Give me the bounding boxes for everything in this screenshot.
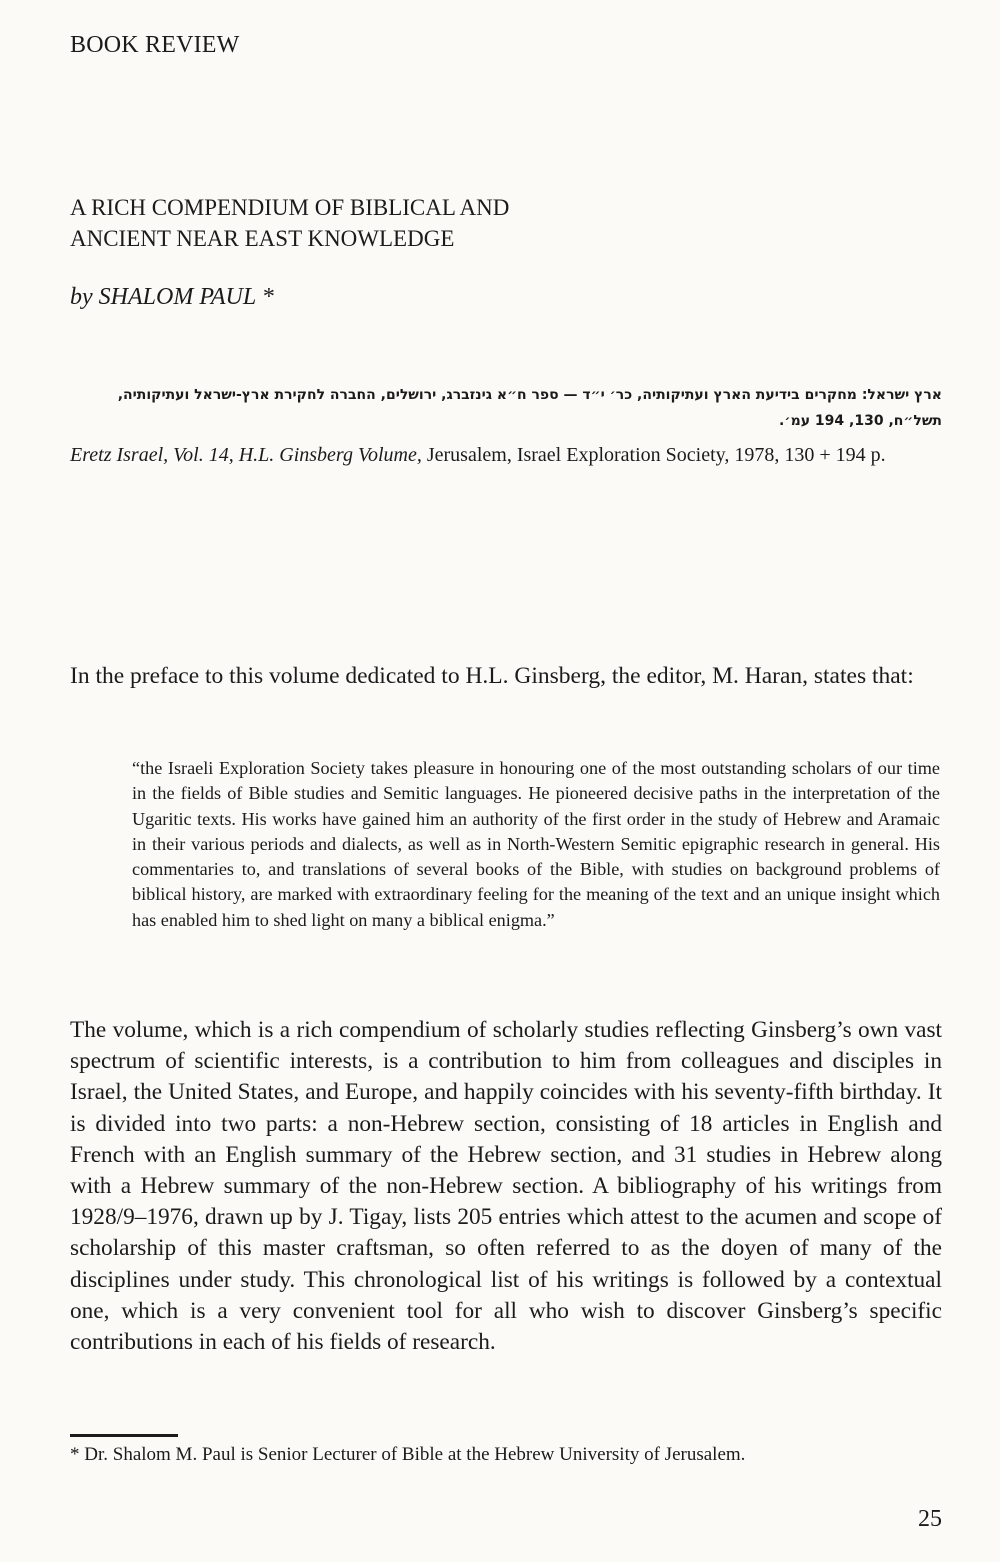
footnote-divider (70, 1434, 178, 1437)
section-label: BOOK REVIEW (70, 32, 240, 58)
hebrew-citation: ארץ ישראל: מחקרים בידיעת הארץ ועתיקותיה, כר׳ י״ד — ספר ח״א גינזברג, ירושלים, החברה לחקירת ארץ-ישראל ועתיקותיה, תשל״ח, 130, 194 עמ׳. (117, 387, 942, 429)
page-number: 25 (918, 1506, 942, 1532)
article-title (70, 192, 509, 254)
article-title-line-1: A RICH COMPENDIUM OF BIBLICAL AND (70, 195, 510, 220)
byline: by SHALOM PAUL * (70, 284, 274, 310)
english-citation (70, 442, 942, 469)
intro-paragraph: In the preface to this volume dedicated to H.L. Ginsberg, the editor, M. Haran, states that: (70, 663, 914, 689)
block-quote: “the Israeli Exploration Society takes pleasure in honouring one of the most outstanding scholars of our time in the fields of Bible studies and Semitic languages. He pioneered decisive paths in the interpretation of the Ugaritic texts. His works have gained him an authority of the first order in the study of Hebrew and Aramaic in their various periods and dialects, as well as in North-Western Semitic epigraphic research in general. His commentaries to, and translations of several books of the Bible, with studies on background problems of biblical history, are marked with extraordinary feeling for the meaning of the text and an unique insight which has enabled him to shed light on many a biblical enigma.” (132, 758, 940, 930)
body-paragraph: The volume, which is a rich compendium of scholarly studies reflecting Ginsberg’s own vast spectrum of scientific interests, is a contribution to him from colleagues and disciples in Israel, the United States, and Europe, and happily coincides with his seventy-fifth birthday. It is divided into two parts: a non-Hebrew section, consisting of 18 articles in English and French with an English summary of the Hebrew section, and 31 studies in Hebrew along with a Hebrew summary of the non-Hebrew section. A bibliography of his writings from 1928/9–1976, drawn up by J. Tigay, lists 205 entries which attest to the acumen and scope of scholarship of this master craftsman, so often referred to as the doyen of many of the disciplines under study. This chronological list of his writings is followed by a contextual one, which is a very convenient tool for all who wish to discover Ginsberg’s specific contributions in each of his fields of research. (70, 1017, 942, 1356)
citation-title: Eretz Israel, Vol. 14, H.L. Ginsberg Volume, (70, 444, 422, 466)
citation-publisher: Jerusalem, Israel Exploration Society, 1978, 130 + 194 p. (421, 444, 886, 466)
footnote: * Dr. Shalom M. Paul is Senior Lecturer of Bible at the Hebrew University of Jerusalem. (70, 1444, 746, 1465)
article-title-line-2: ANCIENT NEAR EAST KNOWLEDGE (70, 226, 455, 251)
